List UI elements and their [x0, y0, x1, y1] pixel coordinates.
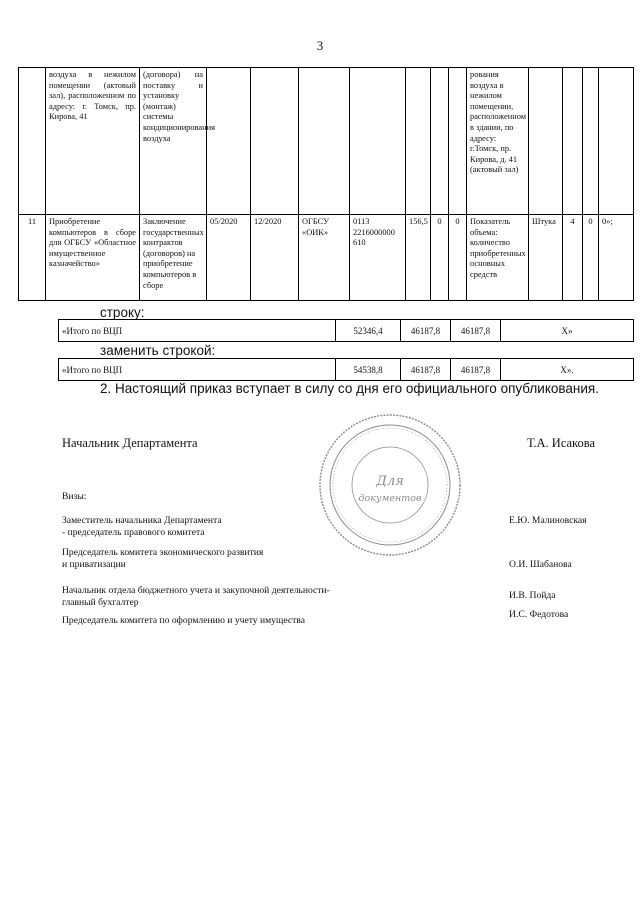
cell-empty [299, 68, 350, 215]
old-total-row [58, 319, 634, 342]
stamp-seal [318, 413, 462, 557]
cell-name: Приобретение компьютеров в сборе для ОГБСУ «Областное имущественное казначейство» [46, 215, 140, 301]
cell-v2: 0 [449, 215, 467, 301]
visa-position-line: Заместитель начальника Департамента [62, 515, 222, 526]
total-x: Х» [501, 320, 634, 342]
visas-label: Визы: [62, 491, 87, 502]
cell-indicator: Показатель объема: количество приобретенных основных средств [467, 215, 529, 301]
cell-code: 0113 2216000000 610 [350, 215, 406, 301]
table-row-continuation [19, 68, 634, 215]
cell-q3: 0»; [599, 215, 634, 301]
cell-empty [406, 68, 431, 215]
cell-empty [251, 68, 299, 215]
cell-action: (договора) на поставку и установку (монтаж) системы кондиционирования воздуха [140, 68, 207, 215]
cell-unit: Штука [529, 215, 563, 301]
cell-indicator: рования воздуха в нежилом помещении, расположенном в здании, по адресу: г.Томск, пр. Кирова, д. 41 (актовый зал) [467, 68, 529, 215]
cell-num [19, 68, 46, 215]
visa-4-name: И.С. Федотова [509, 609, 569, 620]
cell-q2: 0 [583, 215, 599, 301]
visa-position-line: главный бухгалтер [62, 597, 139, 608]
visa-4-position: Председатель комитета по оформлению и учету имущества [62, 615, 305, 626]
cell-empty [350, 68, 406, 215]
visa-position-line: - председатель правового комитета [62, 527, 205, 538]
stamp-text-1: Для [376, 474, 404, 489]
program-table [18, 67, 634, 301]
cell-empty [449, 68, 467, 215]
replace-row-label: строку: [100, 305, 145, 320]
visa-1-name: Е.Ю. Малиновская [509, 515, 587, 526]
visa-2-name: О.И. Шабанова [509, 559, 572, 570]
visa-position-line: Председатель комитета экономического развития [62, 547, 264, 558]
cell-empty [431, 68, 449, 215]
new-total-row [58, 358, 634, 381]
head-title: Начальник Департамента [62, 436, 198, 450]
total-c: 46187,8 [451, 320, 501, 342]
total-b: 46187,8 [401, 359, 451, 381]
cell-v1: 0 [431, 215, 449, 301]
total-label: «Итого по ВЦП [59, 320, 336, 342]
total-x: Х». [501, 359, 634, 381]
visa-1-position [62, 515, 222, 539]
cell-action: Заключение государственных контрактов (договоров) на приобретение компьютеров в сборе [140, 215, 207, 301]
total-a: 52346,4 [336, 320, 401, 342]
head-name: Т.А. Исакова [527, 436, 596, 450]
cell-num: 11 [19, 215, 46, 301]
cell-q1: 4 [563, 215, 583, 301]
total-label: «Итого по ВЦП [59, 359, 336, 381]
order-paragraph: 2. Настоящий приказ вступает в силу со дня его официального опубликования. [100, 381, 599, 396]
cell-end: 12/2020 [251, 215, 299, 301]
cell-name: воздуха в нежилом помещении (актовый зал), расположенном по адресу: г. Томск, пр. Кирова, 41 [46, 68, 140, 215]
table-row-11 [19, 215, 634, 301]
total-a: 54538,8 [336, 359, 401, 381]
visa-position-line: Начальник отдела бюджетного учета и закупочной деятельности- [62, 585, 330, 596]
cell-empty [529, 68, 563, 215]
cell-executor: ОГБСУ «ОИК» [299, 215, 350, 301]
visa-3-name: И.В. Пойда [509, 590, 556, 601]
cell-empty [599, 68, 634, 215]
visa-position-line: и приватизации [62, 559, 126, 570]
page-number: 3 [316, 38, 324, 53]
cell-start: 05/2020 [207, 215, 251, 301]
cell-empty [563, 68, 583, 215]
cell-empty [207, 68, 251, 215]
visa-2-position [62, 547, 263, 571]
cell-amount: 156,5 [406, 215, 431, 301]
total-b: 46187,8 [401, 320, 451, 342]
cell-empty [583, 68, 599, 215]
with-row-label: заменить строкой: [100, 343, 216, 358]
stamp-text-2: документов [358, 493, 422, 504]
total-c: 46187,8 [451, 359, 501, 381]
visa-3-position [62, 585, 330, 609]
